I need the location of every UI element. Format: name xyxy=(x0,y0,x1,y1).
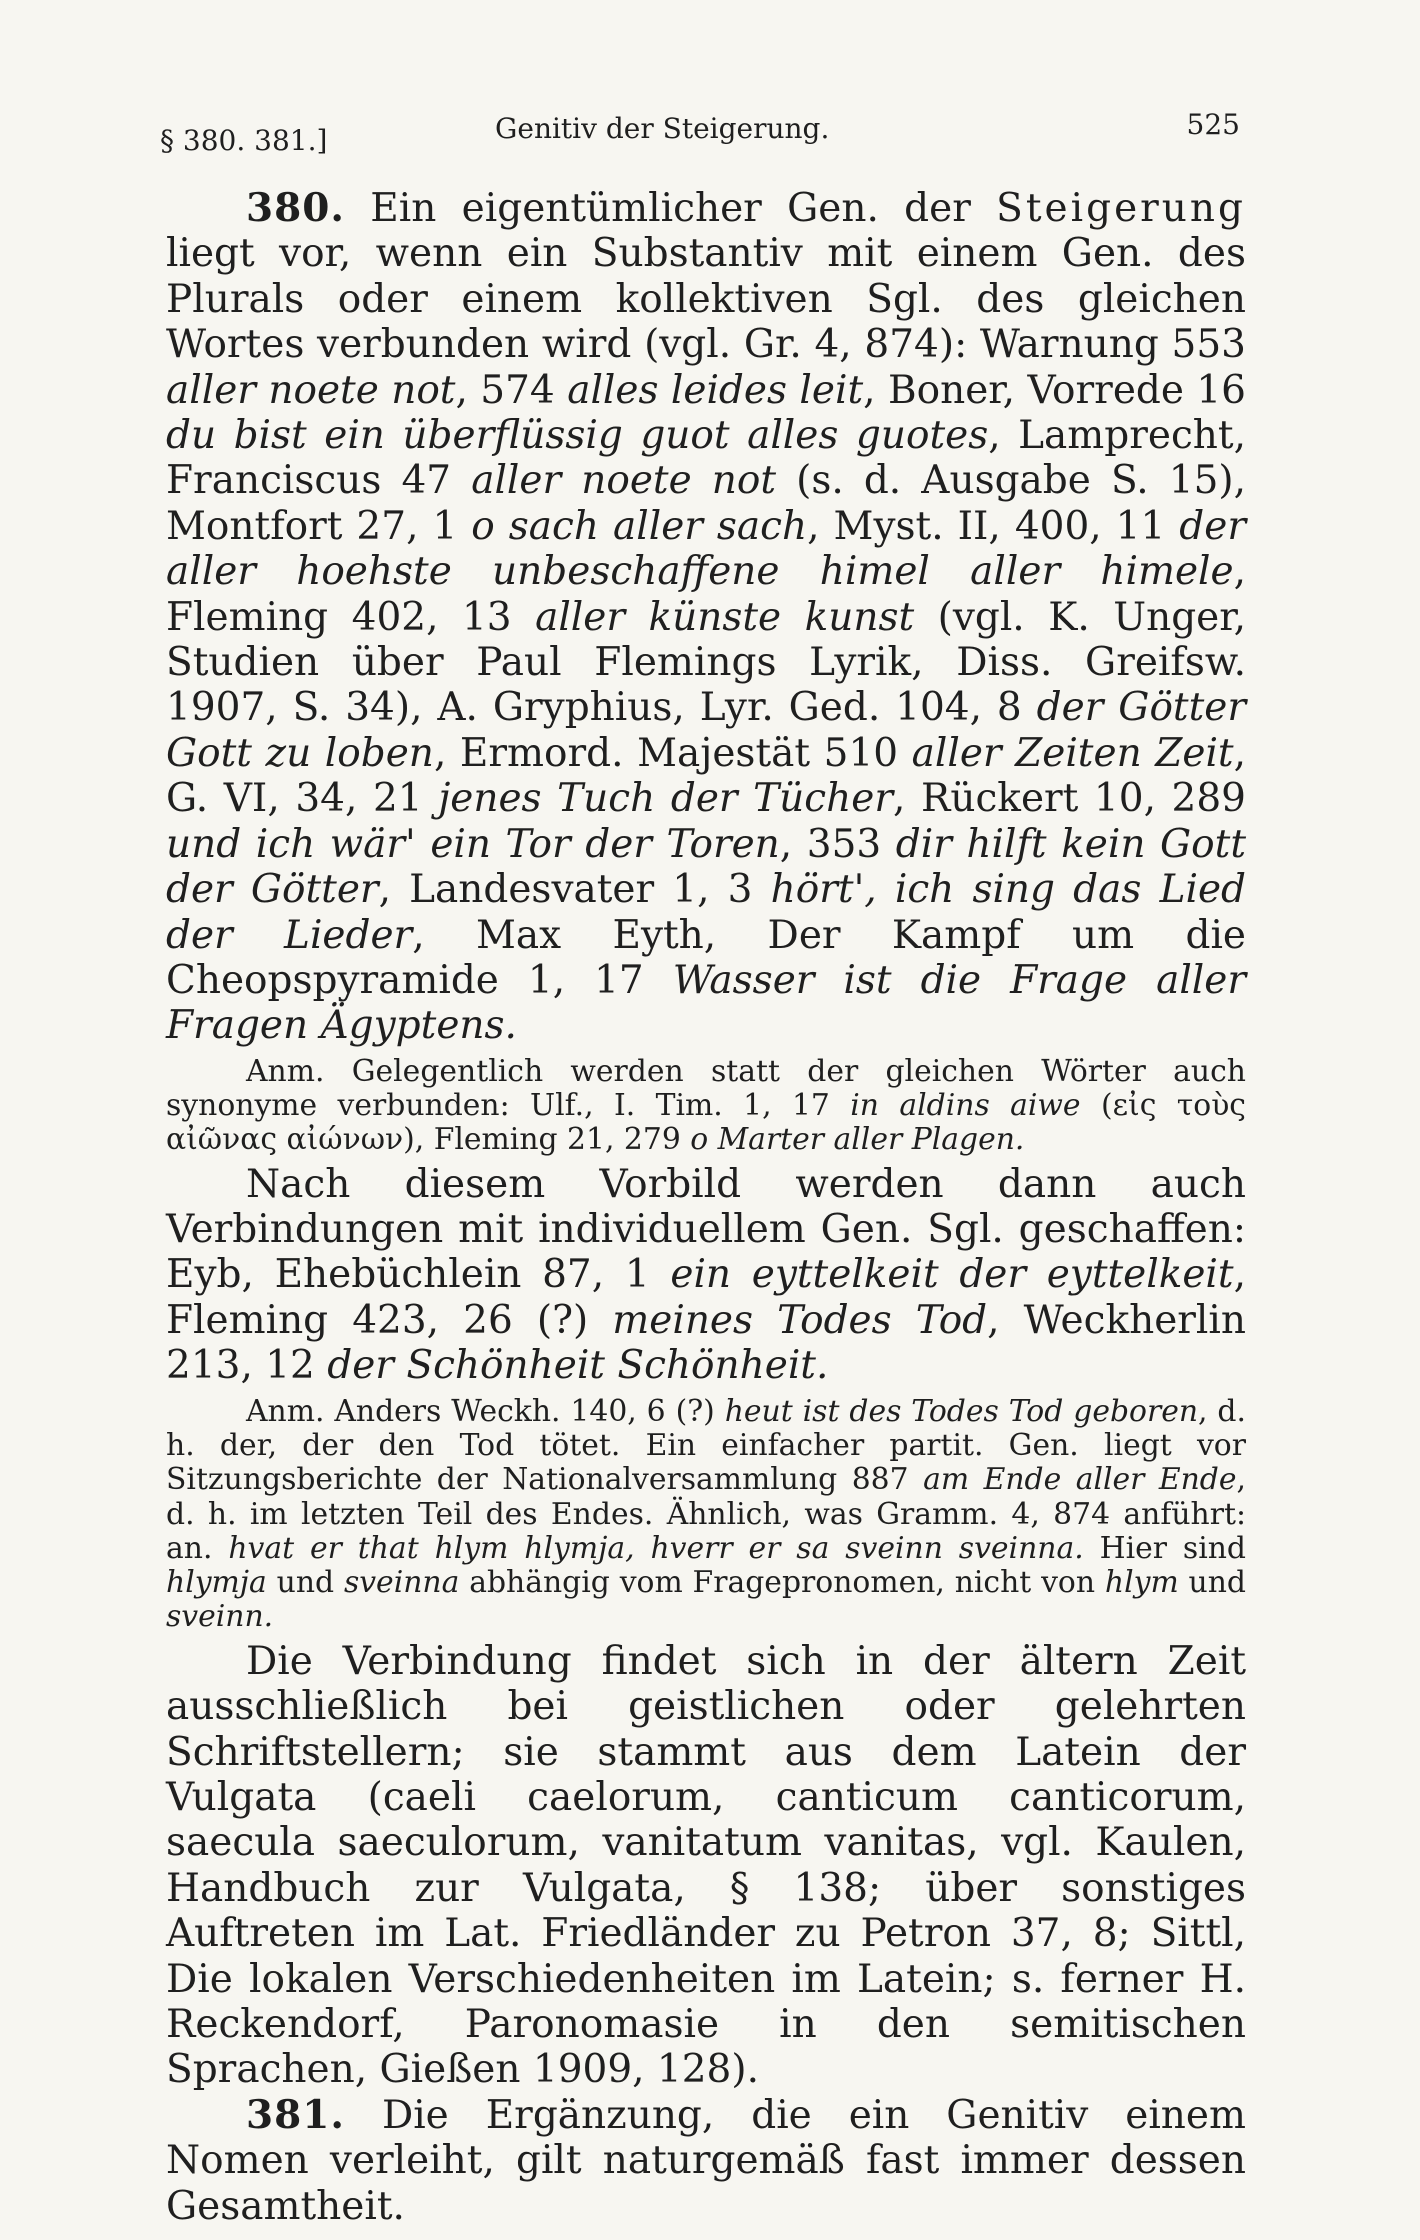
header-section-ref: § 380. 381.] xyxy=(160,124,328,157)
paragraph-2: Nach diesem Vorbild werden dann auch Verbindungen mit individuellem Gen. Sgl. geschaffen: Eyb, Ehebüchlein 87, 1 ein eyttelkeit der eyttelkeit, Fleming 423, 26 (?) meines Todes Tod, Weckherlin 213, 12 der Schönheit Schönheit. xyxy=(166,1161,1246,1389)
example-quote: am Ende aller Ende xyxy=(923,1462,1237,1498)
annotation-2: Anm. Anders Weckh. 140, 6 (?) heut ist des Todes Tod geboren, d. h. der, der den Tod tötet. Ein einfacher partit. Gen. liegt vor Sitzungsberichte der Nationalversammlung 887 am Ende aller Ende, d. h. im letzten Teil des Endes. Ähnlich, was Gramm. 4, 874 anführt: an. hvat er that hlym hlymja, hverr er sa sveinn sveinna. Hier sind hlymja und sveinna abhängig vom Fragepronomen, nicht von hlym und sveinn. xyxy=(166,1393,1247,1635)
example-quote: meines Todes Tod xyxy=(612,1297,988,1343)
section-number-380: 380. xyxy=(246,185,345,231)
example-quote: dir hilft kein Gott der Götter xyxy=(166,821,1246,913)
example-quote: der Schönheit Schönheit. xyxy=(327,1343,829,1389)
example-quote: aller noete not xyxy=(471,458,777,504)
example-quote: aller noete not xyxy=(166,367,456,413)
example-quote: aller Zeiten Zeit xyxy=(911,730,1234,776)
example-quote: Wasser ist die Frage aller Fragen Ägyptens. xyxy=(166,957,1246,1049)
example-quote: ein eyttelkeit der eyttelkeit xyxy=(670,1252,1234,1298)
example-quote: in aldins aiwe xyxy=(850,1088,1081,1124)
example-quote: aller künste kunst xyxy=(535,594,915,640)
example-quote: sveinna xyxy=(343,1565,460,1601)
page-body xyxy=(166,186,1246,2229)
example-quote: o Marter aller Plagen. xyxy=(690,1122,1025,1158)
example-quote: du bist ein überflüssig guot alles guotes xyxy=(166,413,989,459)
spaced-term: Steigerung xyxy=(996,186,1246,231)
paragraph-3: Die Verbindung findet sich in der ältern Zeit ausschließlich bei geistlichen oder gelehrten Schriftstellern; sie stammt aus dem Latein der Vulgata (caeli caelorum, canticum canticorum, saecula saeculorum, vanitatum vanitas, vgl. Kaulen, Handbuch zur Vulgata, § 138; über sonstiges Auftreten im Lat. Friedländer zu Petron 37, 8; Sittl, Die lokalen Verschiedenheiten im Latein; s. ferner H. Reckendorf, Paronomasie in den semitischen Sprachen, Gießen 1909, 128). xyxy=(166,1638,1246,2093)
example-quote: hört', ich sing das Lied der Lieder xyxy=(166,867,1246,958)
example-quote: heut ist des Todes Tod geboren xyxy=(724,1393,1199,1429)
section-number-381: 381. xyxy=(246,2091,345,2138)
example-quote: sveinn. xyxy=(166,1599,274,1635)
example-quote: hlym xyxy=(1104,1565,1179,1601)
example-quote: hlymja xyxy=(166,1565,267,1601)
example-quote: der Götter Gott zu loben xyxy=(166,685,1246,776)
annotation-1: Anm. Gelegentlich werden statt der gleichen Wörter auch synonyme verbunden: Ulf., I. Tim. 1, 17 in aldins aiwe (εἰς τοὺς αἰῶνας αἰώνων), Fleming 21, 279 o Marter aller Plagen. xyxy=(166,1053,1246,1158)
example-quote: und ich wär' ein Tor der Toren xyxy=(166,821,780,867)
running-header xyxy=(160,108,1240,158)
page-number: 525 xyxy=(1186,108,1240,141)
example-quote: jenes Tuch der Tücher xyxy=(438,776,893,822)
example-quote: hvat er that hlym hlymja, hverr er sa sveinn sveinna. xyxy=(228,1530,1084,1566)
example-quote: der aller hoehste unbeschaffene himel aller himele xyxy=(166,503,1246,595)
example-quote: o sach aller sach xyxy=(471,503,808,549)
section-381-paragraph: 381. Die Ergänzung, die ein Genitiv einem Nomen verleiht, gilt naturgemäß fast immer dessen Gesamtheit. xyxy=(166,2091,1246,2229)
section-380-paragraph: 380. Ein eigentümlicher Gen. der Steigerung liegt vor, wenn ein Substantiv mit einem Gen. des Plurals oder einem kollektiven Sgl. des gleichen Wortes verbunden wird (vgl. Gr. 4, 874): Warnung 553 aller noete not, 574 alles leides leit, Boner, Vorrede 16 du bist ein überflüssig guot alles guotes, Lamprecht, Franciscus 47 aller noete not (s. d. Ausgabe S. 15), Montfort 27, 1 o sach aller sach, Myst. II, 400, 11 der aller hoehste unbeschaffene himel aller himele, Fleming 402, 13 aller künste kunst (vgl. K. Unger, Studien über Paul Flemings Lyrik, Diss. Greifsw. 1907, S. 34), A. Gryphius, Lyr. Ged. 104, 8 der Götter Gott zu loben, Ermord. Majestät 510 aller Zeiten Zeit, G. VI, 34, 21 jenes Tuch der Tücher, Rückert 10, 289 und ich wär' ein Tor der Toren, 353 dir hilft kein Gott der Götter, Landesvater 1, 3 hört', ich sing das Lied der Lieder, Max Eyth, Der Kampf um die Cheopspyramide 1, 17 Wasser ist die Frage aller Fragen Ägyptens. xyxy=(166,185,1247,1049)
header-title: Genitiv der Steigerung. xyxy=(495,112,830,145)
example-quote: alles leides leit xyxy=(567,367,864,413)
